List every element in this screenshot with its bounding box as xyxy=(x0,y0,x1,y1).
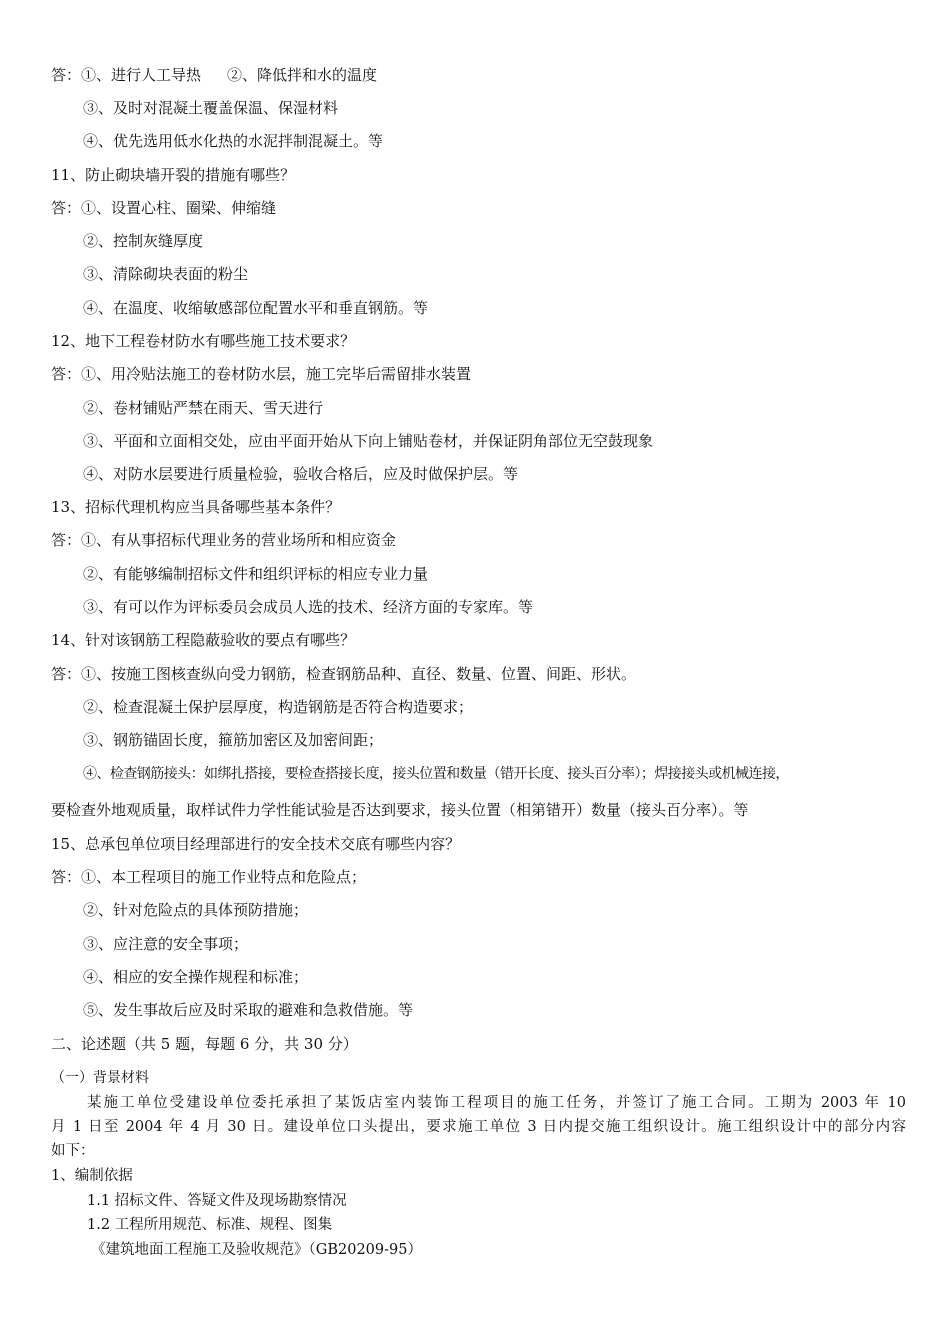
q13-answer-1: 答：①、有从事招标代理业务的营业场所和相应资金 xyxy=(51,531,397,549)
spec-reference: 《建筑地面工程施工及验收规范》（GB20209-95） xyxy=(91,1242,422,1258)
background-paragraph-line-2: 月 1 日至 2004 年 4 月 30 日。建设单位口头提出，要求施工单位 3 日内提交施工组织设计。施工组织设计中的部分内容 xyxy=(51,1119,906,1135)
section-2-heading: 二、论述题（共 5 题，每题 6 分，共 30 分） xyxy=(51,1035,358,1053)
q15-answer-1: 答：①、本工程项目的施工作业特点和危险点； xyxy=(51,868,367,886)
q15-answer-2: ②、针对危险点的具体预防措施； xyxy=(83,901,309,919)
q11-answer-4: ④、在温度、收缩敏感部位配置水平和垂直钢筋。等 xyxy=(83,299,429,317)
q15-question: 15、总承包单位项目经理部进行的安全技术交底有哪些内容？ xyxy=(51,835,461,853)
q10-answer-line-3: ③、及时对混凝土覆盖保温、保湿材料 xyxy=(83,99,339,117)
q11-answer-3: ③、清除砌块表面的粉尘 xyxy=(83,265,249,283)
q15-answer-3: ③、应注意的安全事项； xyxy=(83,935,249,953)
q10-answer-line-1: 答：①、进行人工导热 ②、降低拌和水的温度 xyxy=(51,66,378,84)
q11-answer-1: 答：①、设置心柱、圈梁、伸缩缝 xyxy=(51,199,277,217)
q12-question: 12、地下工程卷材防水有哪些施工技术要求？ xyxy=(51,332,356,350)
q11-question: 11、防止砌块墙开裂的措施有哪些？ xyxy=(51,166,296,184)
background-heading: （一）背景材料 xyxy=(51,1070,149,1086)
q12-answer-2: ②、卷材铺贴严禁在雨天、雪天进行 xyxy=(83,399,324,417)
item-1-heading: 1、编制依据 xyxy=(51,1168,133,1184)
q13-question: 13、招标代理机构应当具备哪些基本条件？ xyxy=(51,498,341,516)
q15-answer-5: ⑤、发生事故后应及时采取的避难和急救借施。等 xyxy=(83,1001,414,1019)
q14-answer-4-cont: 要检查外地观质量，取样试件力学性能试验是否达到要求，接头位置（相第错开）数量（接头百分率）。等 xyxy=(51,801,749,819)
q14-answer-4: ④、检查钢筋接头：如绑扎搭接，要检查搭接长度，接头位置和数量（错开长度、接头百分率）；焊接接头或机械连接， xyxy=(83,766,789,782)
q14-answer-3: ③、钢筋锚固长度，箍筋加密区及加密间距； xyxy=(83,731,384,749)
q14-answer-2: ②、检查混凝土保护层厚度，构造钢筋是否符合构造要求； xyxy=(83,698,474,716)
q13-answer-2: ②、有能够编制招标文件和组织评标的相应专业力量 xyxy=(83,565,429,583)
background-paragraph-line-1: 某施工单位受建设单位委托承担了某饭店室内装饰工程项目的施工任务，并签订了施工合同。工期为 2003 年 10 xyxy=(87,1095,906,1111)
background-paragraph-line-3: 如下： xyxy=(51,1143,95,1159)
item-1-2: 1.2 工程所用规范、标准、规程、图集 xyxy=(87,1217,333,1233)
q13-answer-3: ③、有可以作为评标委员会成员人选的技术、经济方面的专家库。等 xyxy=(83,598,534,616)
q14-question: 14、针对该钢筋工程隐蔽验收的要点有哪些？ xyxy=(51,631,356,649)
q11-answer-2: ②、控制灰缝厚度 xyxy=(83,232,204,250)
q12-answer-1: 答：①、用冷贴法施工的卷材防水层，施工完毕后需留排水装置 xyxy=(51,365,472,383)
q15-answer-4: ④、相应的安全操作规程和标准； xyxy=(83,968,309,986)
q14-answer-1: 答：①、按施工图核查纵向受力钢筋，检查钢筋品种、直径、数量、位置、间距、形状。 xyxy=(51,665,637,683)
item-1-1: 1.1 招标文件、答疑文件及现场勘察情况 xyxy=(87,1193,347,1209)
q12-answer-4: ④、对防水层要进行质量检验，验收合格后，应及时做保护层。等 xyxy=(83,465,519,483)
q12-answer-3: ③、平面和立面相交处，应由平面开始从下向上铺贴卷材，并保证阴角部位无空鼓现象 xyxy=(83,432,654,450)
q10-answer-line-4: ④、优先选用低水化热的水泥拌制混凝土。等 xyxy=(83,132,384,150)
